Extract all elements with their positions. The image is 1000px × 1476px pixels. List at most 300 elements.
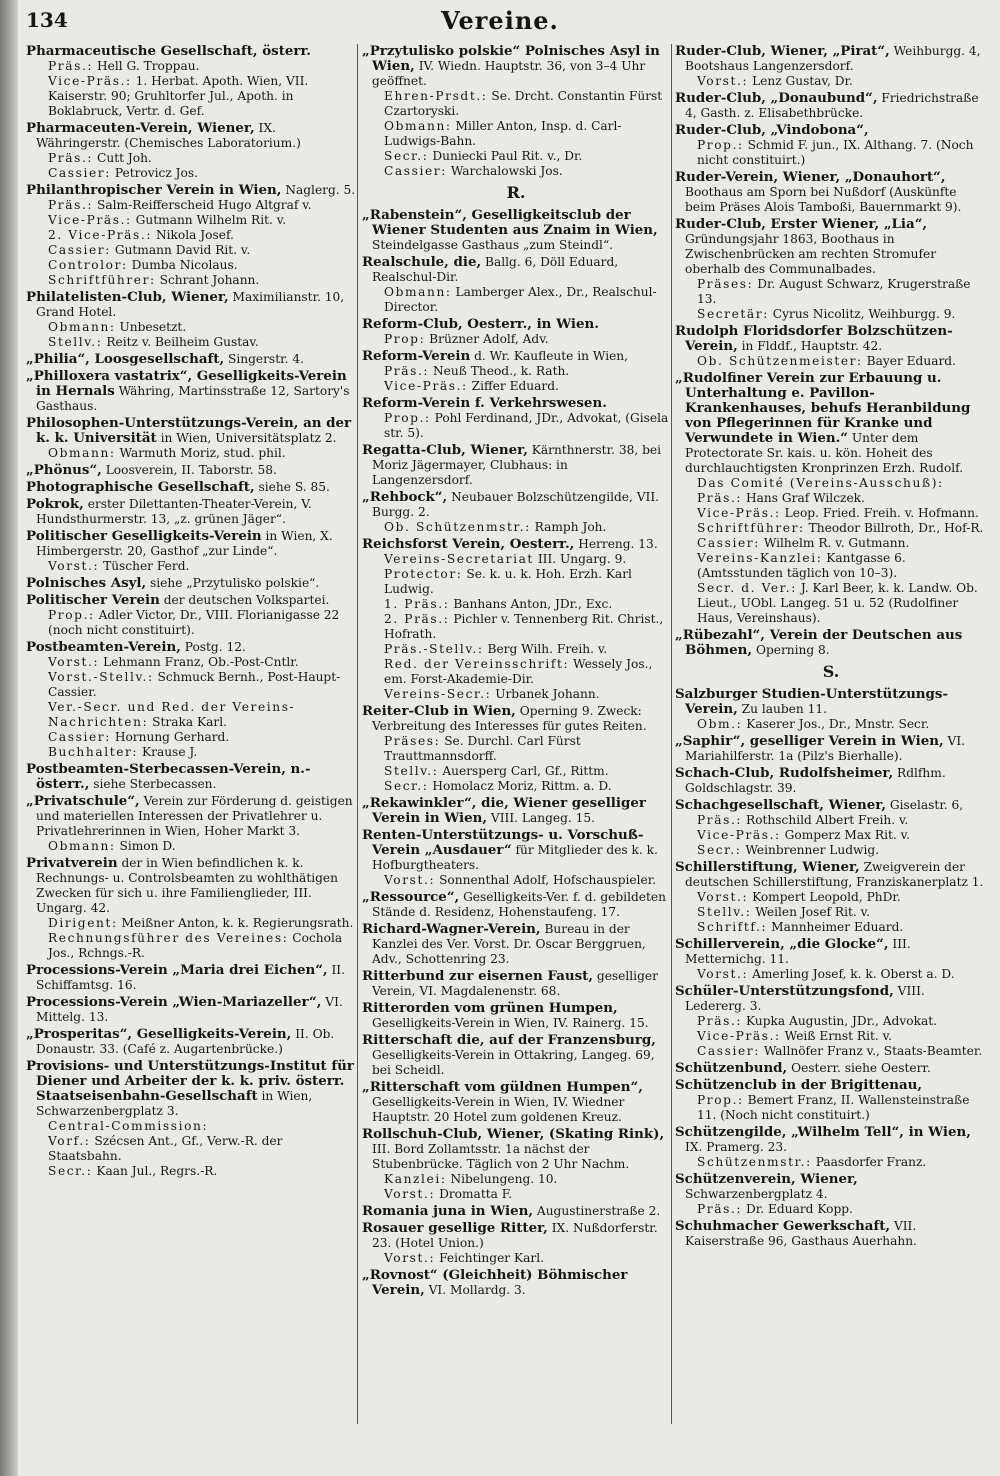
entry-title: Realschule, die, bbox=[362, 254, 482, 270]
page-shadow-edge bbox=[0, 0, 18, 1476]
entry-title: Ruder-Club, Wiener, „Pirat“, bbox=[675, 43, 890, 59]
entry-title: Ruder-Verein, Wiener, „Donauhort“, bbox=[675, 169, 946, 185]
entry-value: Hell G. Troppau. bbox=[97, 59, 200, 73]
entry-role: Schriftführer: bbox=[697, 521, 805, 535]
directory-entry bbox=[675, 91, 987, 121]
entry-role: Vice-Präs.: bbox=[697, 506, 781, 520]
entry-role: Kanzlei: bbox=[384, 1172, 447, 1186]
entry-title: „Privatschule“, bbox=[26, 793, 140, 809]
entry-text: Naglerg. 5. bbox=[285, 183, 356, 197]
entry-line bbox=[372, 285, 670, 315]
entry-text: Operning 9. Zweck: Verbreitung des Interesses für gutes Reiten. bbox=[372, 704, 647, 733]
entry-role: Vorf.: bbox=[48, 1134, 91, 1148]
directory-entry bbox=[362, 796, 670, 826]
entry-title: Schützenclub in der Brigittenau, bbox=[675, 1077, 923, 1093]
entry-title: „Prosperitas“, Geselligkeits-Verein, bbox=[26, 1026, 292, 1042]
entry-line bbox=[372, 364, 670, 379]
directory-entry bbox=[675, 860, 987, 935]
entry-role: Ehren-Prsdt.: bbox=[384, 89, 488, 103]
entry-value: Banhans Anton, JDr., Exc. bbox=[453, 597, 613, 611]
entry-text: Verein zur Förderung d. geistigen und materiellen Interessen der Privatlehrer u. Privatlehrerinnen in Wien, Hoher Markt 3. bbox=[36, 794, 353, 838]
entry-role: Schützenmstr.: bbox=[697, 1155, 812, 1169]
entry-text: Geselligkeits-Verein in Ottakring, Langeg. 69, bei Scheidl. bbox=[372, 1048, 655, 1077]
entry-text: Geselligkeits-Verein in Wien, IV. Wiedner Hauptstr. 20 Hotel zum goldenen Kreuz. bbox=[372, 1095, 625, 1124]
entry-title: Rudolph Floridsdorfer Bolzschützen-Verein, bbox=[675, 323, 953, 354]
entry-role: Vice-Präs.: bbox=[48, 74, 132, 88]
entry-text: IX. Währingerstr. (Chemisches Laboratorium.) bbox=[36, 121, 301, 150]
entry-value: Miller Anton, Insp. d. Carl-Ludwigs-Bahn. bbox=[384, 119, 622, 148]
entry-line bbox=[36, 151, 356, 166]
entry-role: Secretär: bbox=[697, 307, 769, 321]
entry-text: siehe Sterbecassen. bbox=[93, 777, 217, 791]
entry-value: Salm-Reifferscheid Hugo Altgraf v. bbox=[97, 198, 312, 212]
entry-line bbox=[685, 1155, 987, 1170]
section-letter: S. bbox=[822, 662, 840, 681]
entry-title: „Philloxera vastatrix“, Geselligkeits-Verein in Hernals bbox=[26, 368, 347, 399]
directory-entry bbox=[362, 828, 670, 888]
entry-value: Sonnenthal Adolf, Hofschauspieler. bbox=[439, 873, 657, 887]
entry-title: „Rekawinkler“, die, Wiener geselliger Verein in Wien, bbox=[362, 795, 646, 826]
entry-text: d. Wr. Kaufleute in Wien, bbox=[474, 349, 629, 363]
column-3 bbox=[675, 44, 987, 1251]
directory-entry bbox=[675, 217, 987, 322]
entry-role: Central-Commission: bbox=[48, 1119, 209, 1133]
entry-title: Reform-Verein bbox=[362, 348, 471, 364]
entry-line bbox=[372, 411, 670, 441]
entry-line bbox=[685, 717, 987, 732]
entry-line bbox=[372, 642, 670, 657]
entry-line bbox=[372, 520, 670, 535]
entry-title: Ruder-Club, „Donaubund“, bbox=[675, 90, 878, 106]
entry-role: Dirigent: bbox=[48, 916, 118, 930]
entry-title: Photographische Gesellschaft, bbox=[26, 479, 255, 495]
entry-text: Währing, Martinsstraße 12, Sartory's Gasthaus. bbox=[36, 384, 350, 413]
entry-title: Philatelisten-Club, Wiener, bbox=[26, 289, 229, 305]
directory-entry bbox=[26, 416, 356, 461]
directory-entry bbox=[675, 766, 987, 796]
entry-value: Leop. Fried. Freih. v. Hofmann. bbox=[784, 506, 979, 520]
entry-value: Mannheimer Eduard. bbox=[771, 920, 904, 934]
entry-value: Ziffer Eduard. bbox=[471, 379, 559, 393]
entry-line bbox=[372, 764, 670, 779]
entry-role: Cassier: bbox=[384, 164, 447, 178]
entry-text: IX. Pramerg. 23. bbox=[685, 1140, 788, 1154]
entry-line bbox=[372, 89, 670, 119]
entry-value: Weiß Ernst Rit. v. bbox=[784, 1029, 892, 1043]
column-divider bbox=[357, 44, 358, 1424]
entry-role: Vereins-Kanzlei: bbox=[697, 551, 823, 565]
directory-entry bbox=[675, 798, 987, 858]
entry-line bbox=[685, 967, 987, 982]
directory-entry bbox=[675, 984, 987, 1059]
entry-text: Oesterr. siehe Oesterr. bbox=[791, 1061, 931, 1075]
entry-value: Nikola Josef. bbox=[155, 228, 234, 242]
entry-title: Renten-Unterstützungs- u. Vorschuß-Verein „Ausdauer“ bbox=[362, 827, 644, 858]
entry-title: Reiter-Club in Wien, bbox=[362, 703, 516, 719]
entry-text: Operning 8. bbox=[755, 643, 830, 657]
entry-text: Ballg. 6, Döll Eduard, Realschul-Dir. bbox=[372, 255, 619, 284]
entry-value: Dr. Eduard Kopp. bbox=[746, 1202, 853, 1216]
entry-role: Vorst.: bbox=[48, 559, 100, 573]
entry-line bbox=[372, 1172, 670, 1187]
entry-text: Giselastr. 6, bbox=[889, 798, 964, 812]
entry-role: Vorst.: bbox=[697, 890, 749, 904]
entry-line bbox=[36, 320, 356, 335]
entry-line bbox=[372, 779, 670, 794]
directory-entry bbox=[362, 890, 670, 920]
entry-role: Präs.: bbox=[48, 151, 94, 165]
entry-title: Postbeamten-Sterbecassen-Verein, n.-österr., bbox=[26, 761, 311, 792]
directory-entry bbox=[26, 463, 356, 478]
entry-text: II. Ob. Donaustr. 33. (Café z. Augartenbrücke.) bbox=[36, 1027, 335, 1056]
entry-role: Obmann: bbox=[48, 446, 116, 460]
entry-title: „Rabenstein“, Geselligkeitsclub der Wiener Studenten aus Znaim in Wien, bbox=[362, 207, 658, 238]
entry-value: Se. Durchl. Carl Fürst Trauttmannsdorff. bbox=[384, 734, 581, 763]
directory-entry bbox=[362, 704, 670, 794]
entry-value: Hans Graf Wilczek. bbox=[746, 491, 865, 505]
entry-role: Präs.: bbox=[697, 491, 743, 505]
entry-text: Augustinerstraße 2. bbox=[536, 1204, 661, 1218]
entry-text: Kärnthnerstr. 38, bei Moriz Jägermayer, Clubhaus: in Langenzersdorf. bbox=[372, 443, 661, 487]
directory-entry bbox=[26, 44, 356, 119]
entry-text: Rdlfhm. Goldschlagstr. 39. bbox=[685, 766, 946, 795]
entry-text: siehe „Przytulisko polskie“. bbox=[150, 576, 320, 590]
entry-role: Das Comité (Vereins-Ausschuß): bbox=[697, 476, 944, 490]
entry-text: VI. Mollardg. 3. bbox=[428, 1283, 526, 1297]
entry-role: Prop.: bbox=[697, 1093, 744, 1107]
entry-line bbox=[36, 166, 356, 181]
directory-entry bbox=[362, 255, 670, 315]
entry-role: Secr. d. Ver.: bbox=[697, 581, 797, 595]
entry-title: Salzburger Studien-Unterstützungs-Verein, bbox=[675, 686, 948, 717]
entry-title: „Saphir“, geselliger Verein in Wien, bbox=[675, 733, 944, 749]
entry-text: Loosverein, II. Taborstr. 58. bbox=[105, 463, 277, 477]
directory-entry bbox=[26, 794, 356, 854]
entry-line bbox=[685, 138, 987, 168]
entry-text: in Wien, Schwarzenbergplatz 3. bbox=[36, 1089, 313, 1118]
entry-title: Pharmaceutische Gesellschaft, österr. bbox=[26, 43, 311, 59]
entry-line bbox=[36, 745, 356, 760]
entry-title: Schützenverein, Wiener, bbox=[675, 1171, 858, 1187]
entry-title: Philosophen-Unterstützungs-Verein, an der k. k. Universität bbox=[26, 415, 352, 446]
entry-text: der deutschen Volkspartei. bbox=[163, 593, 330, 607]
entry-title: Romania juna in Wien, bbox=[362, 1203, 534, 1219]
entry-value: Se. Drcht. Constantin Fürst Czartoryski. bbox=[384, 89, 663, 118]
entry-role: Schriftführer: bbox=[48, 273, 156, 287]
entry-value: Homolacz Moriz, Rittm. a. D. bbox=[432, 779, 612, 793]
entry-line bbox=[372, 597, 670, 612]
entry-role: Cassier: bbox=[48, 166, 111, 180]
entry-line bbox=[36, 559, 356, 574]
directory-entry bbox=[362, 1268, 670, 1298]
entry-value: Warmuth Moriz, stud. phil. bbox=[119, 446, 286, 460]
entry-role: Stellv.: bbox=[384, 764, 439, 778]
entry-title: „Rovnost“ (Gleichheit) Böhmischer Verein, bbox=[362, 1267, 628, 1298]
entry-title: „Ressource“, bbox=[362, 889, 460, 905]
entry-line bbox=[36, 273, 356, 288]
entry-line bbox=[685, 890, 987, 905]
entry-role: Obmann: bbox=[48, 320, 116, 334]
entry-value: Lamberger Alex., Dr., Realschul-Director. bbox=[384, 285, 657, 314]
entry-role: Prop: bbox=[384, 332, 426, 346]
entry-title: Schillerverein, „die Glocke“, bbox=[675, 936, 889, 952]
entry-value: 1. Herbat. Apoth. Wien, VII. Kaiserstr. 90; Gruhltorfer Jul., Apoth. in Boklabruck, Vertr. d. Gef. bbox=[48, 74, 309, 118]
entry-text: der in Wien befindlichen k. k. Rechnungs- u. Controlsbeamten zu wohlthätigen Zwecken für sich u. ihre Familienglieder, III. Ungarg. 42. bbox=[36, 856, 338, 915]
entry-value: Rothschild Albert Freih. v. bbox=[746, 813, 909, 827]
entry-text: Bureau in der Kanzlei des Ver. Vorst. Dr. Oscar Berggruen, Adv., Schottenring 23. bbox=[372, 922, 646, 966]
entry-line bbox=[36, 446, 356, 461]
directory-entry bbox=[26, 529, 356, 574]
entry-role: Red. der Vereinsschrift: bbox=[384, 657, 570, 671]
entry-line bbox=[36, 655, 356, 670]
directory-entry bbox=[26, 290, 356, 350]
entry-line bbox=[36, 1134, 356, 1164]
entry-title: Philanthropischer Verein in Wien, bbox=[26, 182, 282, 198]
directory-entry bbox=[26, 593, 356, 638]
entry-value: Weilen Josef Rit. v. bbox=[755, 905, 870, 919]
entry-role: Präs.: bbox=[48, 198, 94, 212]
directory-entry bbox=[26, 183, 356, 288]
entry-text: Gründungsjahr 1863, Boothaus in Zwischenbrücken am rechten Stromufer oberhalb des Communalbades. bbox=[685, 232, 937, 276]
entry-role: Präs.: bbox=[697, 1014, 743, 1028]
entry-line bbox=[685, 506, 987, 521]
entry-line bbox=[372, 1251, 670, 1266]
entry-role: Präs.: bbox=[697, 1202, 743, 1216]
entry-title: Reform-Club, Oesterr., in Wien. bbox=[362, 316, 599, 332]
entry-title: „Rudolfiner Verein zur Erbauung u. Unterhaltung e. Pavillon-Krankenhauses, behufs Heranbildung von Pflegerinnen für Kranke und Verwundete in Wien.“ bbox=[675, 370, 971, 446]
entry-value: J. Karl Beer, k. k. Landw. Ob. Lieut., UObl. Langeg. 51 u. 52 (Rudolfiner Haus, Vereinshaus). bbox=[697, 581, 978, 625]
entry-line bbox=[36, 213, 356, 228]
entry-title: Schach-Club, Rudolfsheimer, bbox=[675, 765, 894, 781]
entry-role: Präs.: bbox=[48, 59, 94, 73]
entry-line bbox=[372, 164, 670, 179]
entry-text: VI. Mariahilferstr. 1a (Pilz's Bierhalle). bbox=[685, 734, 966, 763]
entry-text: IV. Wiedn. Hauptstr. 36, von 3–4 Uhr geöffnet. bbox=[372, 59, 646, 88]
entry-line bbox=[36, 335, 356, 350]
entry-text: II. Schiffamtsg. 16. bbox=[36, 963, 345, 992]
entry-value: Amerling Josef, k. k. Oberst a. D. bbox=[752, 967, 955, 981]
directory-entry bbox=[362, 349, 670, 394]
entry-role: Vorst.-Stellv.: bbox=[48, 670, 154, 684]
entry-role: Vereins-Secr.: bbox=[384, 687, 492, 701]
entry-line bbox=[685, 1202, 987, 1217]
directory-entry bbox=[675, 1078, 987, 1123]
entry-line bbox=[372, 379, 670, 394]
entry-role: Vorst.: bbox=[48, 655, 100, 669]
entry-text: siehe S. 85. bbox=[258, 480, 330, 494]
directory-entry bbox=[26, 640, 356, 760]
entry-value: Pohl Ferdinand, JDr., Advokat, (Gisela str. 5). bbox=[384, 411, 669, 440]
entry-line bbox=[36, 228, 356, 243]
entry-title: Rosauer gesellige Ritter, bbox=[362, 1220, 548, 1236]
entry-role: Präs.-Stellv.: bbox=[384, 642, 484, 656]
directory-entry bbox=[26, 576, 356, 591]
entry-text: geselliger Verein, VI. Magdalenenstr. 68. bbox=[372, 969, 658, 998]
entry-title: Regatta-Club, Wiener, bbox=[362, 442, 528, 458]
entry-role: Obmann: bbox=[384, 119, 452, 133]
entry-line bbox=[372, 873, 670, 888]
entry-role: Prop.: bbox=[48, 608, 95, 622]
directory-entry bbox=[362, 208, 670, 253]
entry-role: Vereins-Secretariat bbox=[384, 552, 534, 566]
entry-title: Pharmaceuten-Verein, Wiener, bbox=[26, 120, 255, 136]
entry-title: „Ritterschaft vom güldnen Humpen“, bbox=[362, 1079, 643, 1095]
entry-line bbox=[36, 730, 356, 745]
directory-entry bbox=[26, 1027, 356, 1057]
entry-role: Buchhalter: bbox=[48, 745, 139, 759]
entry-text: Herreng. 13. bbox=[578, 537, 658, 551]
directory-entry bbox=[675, 170, 987, 215]
entry-role: Präses: bbox=[697, 277, 754, 291]
entry-title: Schüler-Unterstützungsfond, bbox=[675, 983, 894, 999]
running-title: Vereine. bbox=[441, 6, 559, 35]
entry-line bbox=[36, 198, 356, 213]
entry-value: Cutt Joh. bbox=[97, 151, 152, 165]
directory-entry bbox=[362, 1127, 670, 1202]
entry-line bbox=[36, 59, 356, 74]
entry-value: Theodor Billroth, Dr., Hof-R. bbox=[808, 521, 984, 535]
directory-entry bbox=[362, 1001, 670, 1031]
entry-title: Processions-Verein „Maria drei Eichen“, bbox=[26, 962, 328, 978]
entry-role: Secr.: bbox=[384, 149, 429, 163]
column-divider bbox=[671, 44, 672, 1424]
directory-entry bbox=[675, 628, 987, 658]
entry-value: Brüzner Adolf, Adv. bbox=[429, 332, 549, 346]
entry-role: Vorst.: bbox=[697, 967, 749, 981]
entry-line bbox=[36, 258, 356, 273]
entry-title: Pokrok, bbox=[26, 496, 84, 512]
entry-value: Gutmann David Rit. v. bbox=[114, 243, 251, 257]
entry-line bbox=[372, 657, 670, 687]
entry-role: 1. Präs.: bbox=[384, 597, 450, 611]
entry-value: Se. k. u. k. Hoh. Erzh. Karl Ludwig. bbox=[384, 567, 632, 596]
entry-role: Präs.: bbox=[384, 364, 430, 378]
directory-entry bbox=[675, 123, 987, 168]
entry-text: Geselligkeits-Ver. f. d. gebildeten Stände d. Residenz, Hohenstaufeng. 17. bbox=[372, 890, 666, 919]
entry-value: Reitz v. Beilheim Gustav. bbox=[106, 335, 259, 349]
directory-entry bbox=[675, 937, 987, 982]
entry-role: Vice-Präs.: bbox=[48, 213, 132, 227]
entry-role: Cassier: bbox=[697, 536, 760, 550]
entry-value: Unbesetzt. bbox=[119, 320, 187, 334]
entry-title: Provisions- und Unterstützungs-Institut für Diener und Arbeiter der k. k. priv. österr. Staatseisenbahn-Gesellschaft bbox=[26, 1058, 354, 1104]
entry-value: Wallnöfer Franz v., Staats-Beamter. bbox=[763, 1044, 983, 1058]
entry-role: Rechnungsführer des Vereines: bbox=[48, 931, 289, 945]
entry-value: Kompert Leopold, PhDr. bbox=[752, 890, 901, 904]
entry-text: erster Dilettanten-Theater-Verein, V. Hundsthurmerstr. 13, „z. grünen Jäger“. bbox=[36, 497, 312, 526]
entry-role: Obmann: bbox=[48, 839, 116, 853]
entry-line bbox=[36, 1164, 356, 1179]
entry-title: „Rübezahl“, Verein der Deutschen aus Böhmen, bbox=[675, 627, 963, 658]
entry-role: Vorst.: bbox=[384, 873, 436, 887]
entry-line bbox=[36, 931, 356, 961]
directory-entry bbox=[26, 995, 356, 1025]
entry-text: Zweigverein der deutschen Schillerstiftung, Franziskanerplatz 1. bbox=[685, 860, 984, 889]
entry-title: Politischer Verein bbox=[26, 592, 160, 608]
directory-entry bbox=[362, 44, 670, 179]
entry-role: Ob. Schützenmstr.: bbox=[384, 520, 531, 534]
entry-line bbox=[36, 74, 356, 119]
entry-value: Krause J. bbox=[142, 745, 198, 759]
entry-title: Ruder-Club, Erster Wiener, „Lia“, bbox=[675, 216, 928, 232]
entry-role: Secr.: bbox=[697, 843, 742, 857]
entry-value: Bayer Eduard. bbox=[866, 354, 956, 368]
entry-line bbox=[372, 149, 670, 164]
entry-value: Schmid F. jun., IX. Althang. 7. (Noch nicht constituirt.) bbox=[697, 138, 974, 167]
entry-text: Postg. 12. bbox=[184, 640, 246, 654]
entry-title: Ritterschaft die, auf der Franzensburg, bbox=[362, 1032, 656, 1048]
entry-title: Schachgesellschaft, Wiener, bbox=[675, 797, 887, 813]
entry-text: Geselligkeits-Verein in Wien, IV. Rainerg. 15. bbox=[372, 1016, 649, 1030]
entry-role: Cassier: bbox=[697, 1044, 760, 1058]
entry-value: Lenz Gustav, Dr. bbox=[752, 74, 853, 88]
entry-title: Postbeamten-Verein, bbox=[26, 639, 181, 655]
entry-title: Polnisches Asyl, bbox=[26, 575, 147, 591]
directory-entry bbox=[26, 369, 356, 414]
entry-line bbox=[36, 839, 356, 854]
entry-text: in Wien, Universitätsplatz 2. bbox=[160, 431, 337, 445]
directory-entry bbox=[675, 44, 987, 89]
directory-entry bbox=[675, 371, 987, 626]
entry-role: Vorst.: bbox=[384, 1251, 436, 1265]
entry-value: Kantgasse 6. (Amtsstunden täglich von 10–3). bbox=[697, 551, 906, 580]
entry-value: Ramph Joh. bbox=[534, 520, 607, 534]
entry-value: Dromatta F. bbox=[439, 1187, 513, 1201]
directory-entry bbox=[675, 324, 987, 369]
entry-role: Obm.: bbox=[697, 717, 743, 731]
entry-text: in Wien, X. Himbergerstr. 20, Gasthof „zur Linde“. bbox=[36, 529, 333, 558]
entry-value: Urbanek Johann. bbox=[495, 687, 600, 701]
entry-line bbox=[372, 119, 670, 149]
entry-role: Obmann: bbox=[384, 285, 452, 299]
directory-entry bbox=[26, 1059, 356, 1179]
directory-entry bbox=[675, 1125, 987, 1170]
entry-value: Simon D. bbox=[119, 839, 176, 853]
entry-text: Friedrichstraße 4, Gasth. z. Elisabethbrücke. bbox=[685, 91, 979, 120]
entry-line bbox=[685, 476, 987, 491]
directory-entry bbox=[26, 856, 356, 961]
entry-text: in Flddf., Hauptstr. 42. bbox=[741, 339, 883, 353]
entry-line bbox=[36, 700, 356, 730]
entry-text: Neubauer Bolzschützengilde, VII. Burgg. 2. bbox=[372, 490, 660, 519]
directory-entry bbox=[26, 121, 356, 181]
entry-value: Lehmann Franz, Ob.-Post-Cntlr. bbox=[103, 655, 299, 669]
directory-entry bbox=[362, 1204, 670, 1219]
entry-value: Nibelungeng. 10. bbox=[450, 1172, 558, 1186]
entry-title: Politischer Geselligkeits-Verein bbox=[26, 528, 262, 544]
entry-role: 2. Vice-Präs.: bbox=[48, 228, 153, 242]
entry-value: Kupka Augustin, JDr., Advokat. bbox=[746, 1014, 937, 1028]
entry-value: Bemert Franz, II. Wallensteinstraße 11. (Noch nicht constituirt.) bbox=[697, 1093, 970, 1122]
entry-title: Reform-Verein f. Verkehrswesen. bbox=[362, 395, 607, 411]
directory-entry bbox=[362, 443, 670, 488]
entry-title: Ritterorden vom grünen Humpen, bbox=[362, 1000, 618, 1016]
entry-line bbox=[372, 332, 670, 347]
entry-role: Secr.: bbox=[48, 1164, 93, 1178]
entry-line bbox=[685, 354, 987, 369]
entry-value: Berg Wilh. Freih. v. bbox=[487, 642, 608, 656]
entry-title: „Phönus“, bbox=[26, 462, 102, 478]
directory-entry bbox=[362, 317, 670, 347]
entry-title: Richard-Wagner-Verein, bbox=[362, 921, 541, 937]
entry-role: Secr.: bbox=[384, 779, 429, 793]
entry-line bbox=[685, 491, 987, 506]
directory-entry bbox=[362, 1221, 670, 1266]
entry-line bbox=[372, 567, 670, 597]
directory-entry bbox=[675, 687, 987, 732]
entry-value: Auersperg Carl, Gf., Rittm. bbox=[442, 764, 609, 778]
entry-line bbox=[685, 521, 987, 536]
